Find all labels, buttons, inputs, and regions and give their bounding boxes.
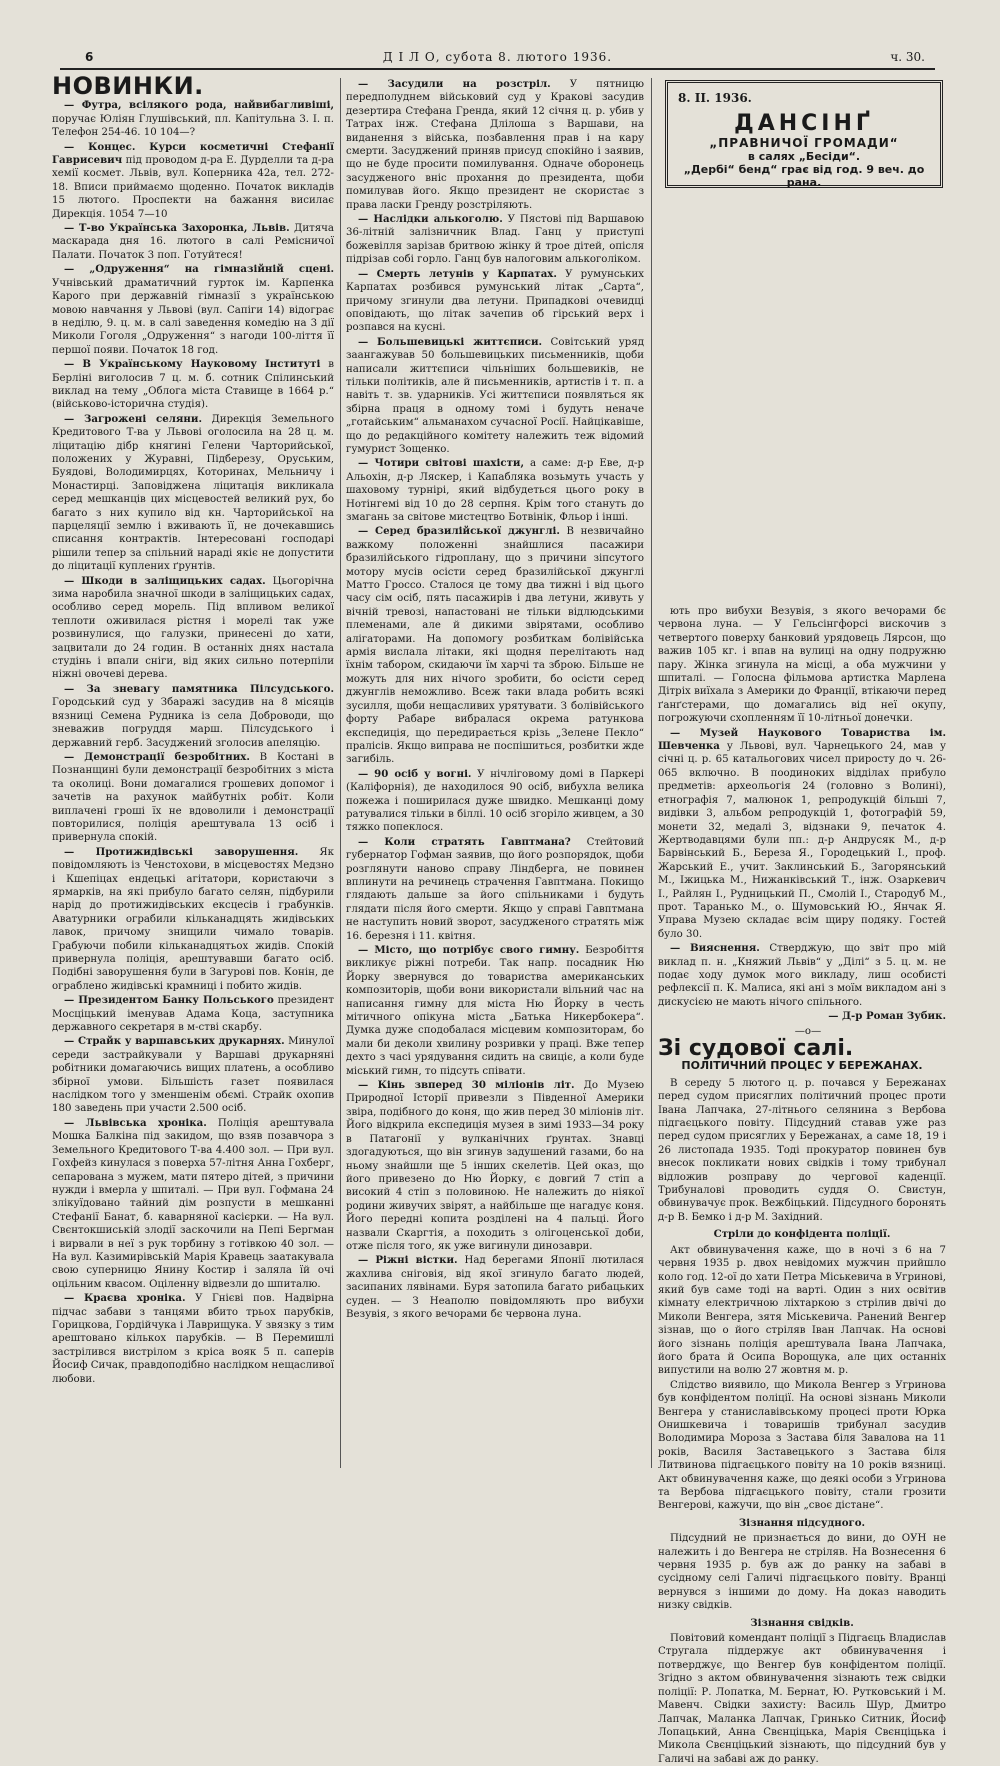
news-item bbox=[346, 78, 644, 212]
news-item bbox=[52, 222, 334, 262]
news-item bbox=[52, 575, 334, 682]
news-item-text: У Гнієві пов. Надвірна підчас забави з танцями вбито трьох парубків, Горицкова, Гордійчука і Лаврищука. У звязку з тим арештовано кількох парубків. — В Перемишлі застрілився вистрілом з кріса вояк 5 п. саперів Йосиф Сичак, правдоподібно наслідком нещасливої любови. bbox=[52, 1293, 334, 1385]
news-item-headline: — Ріжні вістки. bbox=[358, 1254, 458, 1267]
news-item bbox=[52, 1292, 334, 1386]
news-item-text: Стейтовий губернатор Гофман заявив, що його розпорядок, щоби розглянути наново справу Ліндберга, не повинен вплинути на речинець страчення Гавптмана. Покищо глядають дальше за його спільниками і будуть глядати після його смерти. Якщо у справі Гавптмана не наступить новий зворот, засудженого стратять між 16. березня і 11. квітня. bbox=[346, 836, 644, 942]
court-paragraph: Підсудний не признається до вини, до ОУН не належить і до Венгера не стріляв. На Вознесення 6 червня 1935 р. був аж до ранку на забаві в сусідному селі Галичі підгаєцького повіту. Вранці вернувся з іншими до дому. На доказ наводить низку свідків. bbox=[658, 1533, 946, 1612]
news-item-text: У румунських Карпатах розбився румунський літак „Сарта“, причому згинули два летуни. Припадкові очевидці оповідають, що літак зачепив об гірський верх і розпався на кусні. bbox=[346, 268, 645, 334]
page-number: 6 bbox=[85, 50, 94, 64]
court-subheading: Зізнання підсудного. bbox=[738, 1516, 866, 1529]
ad-venue: в салях „Бесіди“. bbox=[747, 150, 861, 163]
court-subheading: Стріли до конфідента поліції. bbox=[713, 1228, 891, 1241]
court-paragraph: Акт обвинувачення каже, що в ночі з 6 на 7 червня 1935 р. двох невідомих мужчин прийшло коло год. 12-ої до хати Петра Міськевича в Угринові, який був саме тоді на варті. Один з них освітив кімнату електричною ліхтаркою з стрілив двічі до Миколи Венгера, зятя Міськевича. Ранений Венгер зізнав, що о його стріляв Іван Лапчак. На основі його зізнань поліція арештувала Івана Лапчака, його брата й Осипа Ворощука, але цих останніх випустили на волю 27 жовтня м. р. bbox=[658, 1244, 946, 1377]
dancing-advertisement bbox=[665, 80, 943, 188]
news-item bbox=[658, 727, 946, 942]
news-item bbox=[346, 268, 644, 335]
news-item bbox=[52, 683, 334, 750]
court-paragraph: Слідство виявило, що Микола Венгер з Угринова був конфідентом поліції. На основі зізнань Миколи Венгера у станиславівському процесі проти Юрка Онишкевича і товаришів трибунал засудив Володимира Мороза з Застава біля Завалова на 11 років, Василя Заставецького з Застава біля Литвинова підгаєцького повіту на 10 років вязниці. Акт обвинувачення каже, що деякі особи з Угринова та Вербова підгаєцького повіту, стали грозити Венгерові, кажучи, що він „своє дістане“. bbox=[658, 1379, 946, 1512]
news-item-text: а саме: д-р Еве, д-р Альохін, д-р Ляскер, і Капабляка возьмуть участь у шаховому турнірі, який відбудеться цього року в Нотінгемі від 10 до 28 серпня. Крім того стануть до змагань за світове мистецтво Ботвінік, Фльор і інші. bbox=[346, 458, 645, 523]
news-item-text: У пятницю передполуднем військовий суд у Кракові засудив дезертира Стефана Гренда, який 12 січня ц. р. убив у Татрах інж. Стефана Длілоша з Варшави, на виданення з війська, позбавлення прав і на кару смерти. Засуджений приняв присуд спокійно і заявив, що не буде просити помилування. Одначе оборонець засудженого вніс прохання до президента, щоби помилував його. Якщо президент не скористає з права ласки Гренду розстріляють. bbox=[346, 79, 644, 211]
news-item-text: Совітський уряд заангажував 50 большевицьких письменників, щоби написали життєписи чільніших большевиків, не тільки політиків, але й письменників, артистів і т. п. а навіть т. зв. ударників. Усі життєписи появляться як збірна праця в одному томі і будуть неначе „готайським“ альманахом сучасної Росії. Найцікавіше, що до редакційного комітету належить теж відомий гумурист Зощенко. bbox=[346, 336, 644, 455]
ad-date: 8. II. 1936. bbox=[678, 91, 752, 105]
news-item-text: В незвичайно важкому положенні знайшлися пасажири бразилійського гідроплану, що з причини зіпсутого мотору мусів осісти серед бразилійської джунглі Матто Гроссо. Сталося це тому два тижні і від цього часу сім осіб, пять пасажирів і два летуни, живуть у вічній тревозі, напастовані не тільки відлюдськими племенами, але й дикими звірятами, особливо алігаторами. На допомогу розбиткам болівійська армія вислала літаки, які щодня перелітають над їхнім табором, скидаючи їм харчі та зброю. Більше не можуть для них нічого зробити, бо осісти серед джунглів неможливо. Всеж таки влада робить всякі зусилля, щоби нещасливих урятувати. З болівійського форту Рабаре вибралася окрема ратункова експедиція, що передирається крізь „Зелене Пекло“ пралісів. Якщо виправа не поспішиться, розбитки жде загибіль. bbox=[346, 526, 644, 766]
news-item bbox=[52, 99, 334, 139]
news-item-text: поручає Юліян Глушівський, пл. Капітульна 3. І. п. Телефон 254-46. 10 104—? bbox=[52, 113, 334, 139]
news-item bbox=[346, 457, 644, 524]
news-item bbox=[52, 358, 334, 412]
news-item bbox=[346, 213, 644, 267]
news-item-text: Городський суд у Збаражі засудив на 8 місяців вязниці Семена Рудника із села Доброводи, що зневажив погруддя марш. Пілсудського і державний герб. Засуджений зголосив апеляцію. bbox=[52, 697, 334, 749]
news-item bbox=[52, 1117, 334, 1291]
news-item-text: Минулої середи застрайкували у Варшаві друкарняні робітники домагаючись вищих платень, а особливо збірної умови. Більшість газет появилася наслідком того у зменшенім обємі. Страйк охопив 180 заведень при участи 2.500 осіб. bbox=[52, 1036, 335, 1115]
news-item bbox=[346, 336, 644, 457]
news-item-headline: — Смерть летунів у Карпатах. bbox=[358, 267, 557, 280]
divider: —o— bbox=[794, 1025, 822, 1037]
news-item bbox=[52, 751, 334, 845]
section-title: НОВИНКИ. bbox=[52, 72, 204, 100]
ad-title: ДАНСІНҐ bbox=[734, 111, 874, 136]
signature: — Д-р Роман Зубик. bbox=[828, 1010, 946, 1023]
news-item-text: У нічліговому домі в Паркері (Каліфорнія), де находилося 90 осіб, вибухла велика пожежа і поширилася дуже швидко. Мешканці дому ратувалися тільки в біллі. 10 осіб згоріло живцем, а 30 тяжко попеклося. bbox=[346, 768, 644, 834]
news-item-headline: — Загрожені селяни. bbox=[64, 412, 202, 425]
news-item-headline: — 90 осіб у вогні. bbox=[358, 767, 472, 780]
news-item-headline: — За зневагу памятника Пілсудського. bbox=[64, 682, 334, 695]
continuation-paragraph: ють про вибухи Везувія, з якого вечорами бє червона луна. — У Гельсінгфорсі вискочив з четвертого поверху банковий урядовець Лярсон, що важив 105 кг. і впав на вулиці на одну подружню пару. Жінка згинула на місці, а оба мужчини у шпиталі. — Голосна фільмова артистка Марлена Дітріх виїхала з Америки до Франції, втікаючи перед ґанґстерами, що домагались від неї окупу, погрожуючи схопленням її 10-літньої донечки. bbox=[658, 606, 946, 725]
news-item bbox=[52, 141, 334, 221]
news-item-headline: — Засудили на розстріл. bbox=[358, 78, 551, 90]
news-item bbox=[346, 1254, 644, 1321]
news-item-headline: — Концес. Курси косметичні Стефанії Гаврисевич bbox=[52, 140, 334, 167]
news-item-text: в Берліні виголосив 7 ц. м. б. сотник Спілинський виклад на тему „Облога міста Ставище в 1664 р.“ (військово-історична студія). bbox=[52, 359, 334, 411]
ad-organizer: „ПРАВНИЧОЇ ГРОМАДИ“ bbox=[709, 136, 899, 150]
news-item-text: Цьогорічна зима наробила значної шкоди в заліщицьких садах, особливо серед морель. Під впливом великої теплоти оживилася рістня і морелі так уже розвинулися, що галузки, принесені до хати, зацвитали до 24 годин. В останніх днях настала студінь і впали сніги, від яких сильно потерпіли ніжні овочеві дерева. bbox=[52, 575, 334, 681]
court-subheading: Зізнання свідків. bbox=[750, 1616, 854, 1629]
news-item-headline: — Музей Наукового Товариства ім. Шевченка bbox=[658, 726, 946, 753]
news-item bbox=[346, 525, 644, 766]
column-news-2 bbox=[346, 78, 644, 1473]
news-item bbox=[346, 1079, 644, 1253]
column-divider bbox=[340, 78, 341, 1468]
news-item-text: Стверджую, що звіт про мій виклад п. н. „Княжий Львів“ у „Ділі“ з 5. ц. м. не подає ходу думок мого викладу, лиш особисті рефлексії п. К. Малиса, які ані з моїм викладом ані з дискусією не мають нічого спільного. bbox=[658, 943, 946, 1008]
news-item-headline: — Вияснення. bbox=[670, 942, 760, 955]
news-item-headline: — Шкоди в заліщицьких садах. bbox=[64, 574, 266, 587]
news-item-headline: — Президентом Банку Польського bbox=[64, 994, 274, 1007]
news-item-headline: — Чотири світові шахісти, bbox=[358, 457, 524, 470]
news-item bbox=[52, 413, 334, 574]
court-paragraph: Повітовий комендант поліції з Підгаєць Владислав Стругала піддержує акт обвинувачення і потверджує, що Венгер був конфідентом поліції. Згідно з актом обвинувачення зізнають теж свідки поліції: Р. Лопатка, М. Бернат, Ю. Рутковський і М. Мавенч. Свідки захисту: Василь Шур, Дмитро Лапчак, Маланка Лапчак, Гринько Ситник, Йосиф Лопацький, Анна Свєнціцька, Марія Свєнціцька і Микола Свєнціцький зізнають, що підсудний був у Галичі на забаві аж до ранку. bbox=[658, 1633, 946, 1765]
news-item-text: Безробіття викликує ріжні потреби. Так напр. посадник Ню Йорку звернувся до товариства американських композиторів, щоби вони використали вільний час на написання гимну для міста Ню Йорку в честь мітичного опікуна міста „Батька Никербокера“. Думка дуже сподобалася місцевим композиторам, бо мали би деколи хвилину розривки у праці. Вже тепер дехто з часі урядування сидить на свиціє, а коли буде міський гимн, то підсуть співати. bbox=[346, 945, 645, 1077]
news-item-text: президент Мосціцький іменував Адама Коца, заступника державного секретаря в м-стві скарбу. bbox=[52, 995, 335, 1034]
column-news-1 bbox=[52, 72, 335, 1473]
news-item-text: Дирекція Земельного Кредитового Т-ва у Львові оголосила на 28 ц. м. ліцитацію дібр княгині Гелени Чарторийської, положених у Журавні, Підберезу, Оруським, Буядові, Володимирцях, Которинах, Мельничу і Монастирці. Заповіджена ліцитація викликала серед мешканців цих місцевостей великий рух, бо багато з них купило від кн. Чарторийської на парцеляції землю і вживають її, не дочекавшись списання контрактів. Інтересовані господарі рішили тепер за спільний нараді якіє не допустити до ліцитації куплених ґрунтів. bbox=[52, 413, 334, 573]
news-item-text: Над берегами Японії лютилася жахлива сніговія, від якої згинуло багато людей, засипаних лявінами. Буря затопила багато рибацьких суден. — З Неаполю повідомляють про вибухи Везувія, з якого вечорами бє червона луна. bbox=[346, 1255, 644, 1320]
news-item bbox=[52, 263, 334, 357]
news-item-text: під проводом д-ра Е. Дурделли та д-ра хемії космет. Львів, вул. Коперника 42а, тел. 272-18. Вписи приймаємо щоденно. Початок викладів 15 лютого. Проспекти на бажання висилає Дирекція. 1054 7—10 bbox=[52, 155, 334, 220]
news-item bbox=[346, 836, 644, 943]
issue-number: ч. 30. bbox=[890, 50, 925, 64]
news-item bbox=[346, 768, 644, 835]
news-item bbox=[658, 942, 946, 1009]
news-item-text: Учнівський драматичний гурток ім. Карпенка Карого при державній гімназії з українською мовою навчання у Львові (вул. Сапіги 14) відограє в неділю, 9. ц. м. в салі заведення комедію на 3 дії Миколи Гоголя „Одруження“ з нагоди 100-ліття її першої появи. Початок 18 год. bbox=[52, 277, 334, 356]
news-item-headline: — Львівська хроніка. bbox=[64, 1116, 207, 1129]
masthead: Д І Л О, субота 8. лютого 1936. bbox=[382, 50, 613, 64]
news-item-text: Дитяча маскарада дня 16. лютого в салі Ремісничої Палати. Початок 3 поп. Готуйтеся! bbox=[52, 223, 334, 261]
news-item-headline: — Місто, що потрібує свого гимну. bbox=[358, 944, 580, 956]
news-item-text: Поліція арештувала Мошка Балкіна під закидом, що взяв позавчора з Земельного Кредитового Т-ва 4.400 зол. — При вул. Гохфейз кинулася з поверха 57-літня Анна Гохберг, сепарована з мужем, мати пятеро дітей, з причини нужди і вмерла у шпиталі. — При вул. Гофмана 24 злікуїдовано тайний дім розпусти в мешканні Стефанії Банат, б. каварняної касієрки. — На вул. Свєнтокшиській злодії заскочили на Пепі Бергман і вирвали в неї з рук торбину з готівкою 40 зол. — На вул. Казимирівській Марія Кравець заатакувала свою суперницю Янину Костир і заляла їй очі оцільним квасом. Оціленну відвезли до шпиталю. bbox=[52, 1117, 334, 1290]
news-item-headline: — Большевицькі життєписи. bbox=[358, 335, 543, 348]
column-news-3 bbox=[658, 605, 946, 1765]
news-item-headline: — „Одруження“ на гімназійній сцені. bbox=[64, 263, 334, 276]
news-item-text: В Костані в Познанщині були демонстрації безробітних з міста та околиці. Вони домагалися грошевих допомог і зачетів на рахунок майбутніх робіт. Коли виплачені гроші їх не вдоволили і демонстрації повторилися, поліція арештувала 13 осіб і привернула спокій. bbox=[52, 751, 334, 844]
ad-band: „Дербі“ бенд“ грає від год. 9 веч. до рана. bbox=[683, 163, 925, 189]
news-item-headline: — Т-во Українська Захоронка, Львів. bbox=[64, 222, 290, 235]
news-item bbox=[52, 1035, 334, 1115]
news-item bbox=[346, 944, 644, 1078]
news-item-text: Як повідомляють із Ченстохови, в місцевостях Медзно і Кшепіцах ендецькі агітатори, користаючи з ярмарків, на які прибуло багато селян, підбурили нарід до протижидівських ексцесів і грабунків. Аватурники ограбили кільканадцять жидівських лавок, причому знищили чимало товарів. Грабуючи побили кільканадцятьох жидів. Спокій привернула поліція, арештувавши багато осіб. Подібні заворушення були в Загурові пов. Конін, де ограблено жидівські крамниці і побито жидів. bbox=[52, 846, 334, 992]
news-item-headline: — Кінь звперед 30 міліонів літ. bbox=[358, 1079, 575, 1092]
news-item-headline: — Краєва хроніка. bbox=[64, 1292, 186, 1305]
news-item-headline: — Страйк у варшавських друкарнях. bbox=[64, 1035, 285, 1048]
news-item-headline: — Футра, всілякого рода, найвибагливіші, bbox=[64, 99, 334, 112]
news-item-headline: — Протижидівські заворушення. bbox=[64, 845, 299, 858]
court-section-title: Зі судової салі. bbox=[658, 1036, 854, 1061]
news-item bbox=[52, 994, 334, 1034]
news-item-headline: — Коли стратять Гавптмана? bbox=[358, 835, 571, 848]
news-item-headline: — В Українському Науковому Інституті bbox=[64, 358, 321, 371]
news-item bbox=[52, 846, 334, 993]
news-item-headline: — Наслідки алькоголю. bbox=[358, 213, 503, 226]
news-item-text: У Пястові під Варшавою 36-літній залізничник Влад. Ганц у приступі божевілля зарізав бритвою жінку й трое дітей, опісля підрізав собі горло. Ганц був налоговим алькоголіком. bbox=[346, 214, 645, 266]
news-item-text: у Львові, вул. Чарнецького 24, мав у січні ц. р. 65 катальогових чисел приросту до ч. 26-065 включно. В поодиноких відділах прибуло предметів: археольогія 24 (головно з Волині), етнографія 7, малюнок 1, репродукцій більші 7, видівки 3, альбом репродукцій 1, фотографій 59, монети 32, медалі 3, відзнаки 9, печаток 4. Жертводавцями були пп.: д-р Андрусяк М., д-р Барвінський Б., Береза Я., Городецький І., проф. Жарський Е., учит. Заклинський Б., Загорянський М., Іжицька М., Нижанківський Т., інж. Озаркевич І., Райлян І., Рудницький П., Смолій І., Стародуб М., прот. Таранько М., о. Шумовський Ю., Янчак Я. Управа Музею складає всім щиру подяку. Гостей було 30. bbox=[658, 741, 946, 940]
page-header bbox=[60, 50, 935, 70]
news-item-text: До Музею Природної Історії привезли з Південної Америки звіра, подібного до коня, що жив перед 30 міліонів літ. Його відкрила експедиція музея в зимі 1933—34 року в Патагонії у вулканічних ґрунтах. Знавці здогадуються, що він згинув задушений газами, бо на ньому знайшли ще 5 інших скелетів. Цей оказ, що його привезено до Ню Йорку, є довгий 7 стіп а високий 4 стіп з половиною. Не належить до ніякої родини живучих звірят, а найбільше ще нагадує коня. Його передні копита розділені на 4 пальці. Його назвали Скаргтія, а походить з олігоценської доби, отже після того, як уже вигинули динозаври. bbox=[346, 1080, 644, 1252]
column-divider bbox=[651, 78, 652, 1468]
court-subtitle: ПОЛІТИЧНИЙ ПРОЦЕС У БЕРЕЖАНАХ. bbox=[681, 1059, 923, 1073]
news-item-headline: — Серед бразилійської джунглі. bbox=[358, 525, 560, 538]
news-item-headline: — Демонстрації безробітних. bbox=[64, 750, 250, 763]
court-intro: В середу 5 лютого ц. р. почався у Бережанах перед судом присяглих політичний процес проти Івана Лапчака, 27-літнього селянина з Вербова підгаєцького повіту. Підсудний ставав уже раз перед судом присяглих у Бережанах, а саме 18, 19 і 26 листопада 1935. Тоді прокуратор повинен був внесок покликати нових свідків і тому трибунал відложив розправу до чергової каденції. Трибуналові проводить суддя О. Свистун, обвинувачує прок. Вежбіцький. Підсудного боронять д-р В. Бемко і д-р М. Західний. bbox=[658, 1077, 946, 1223]
